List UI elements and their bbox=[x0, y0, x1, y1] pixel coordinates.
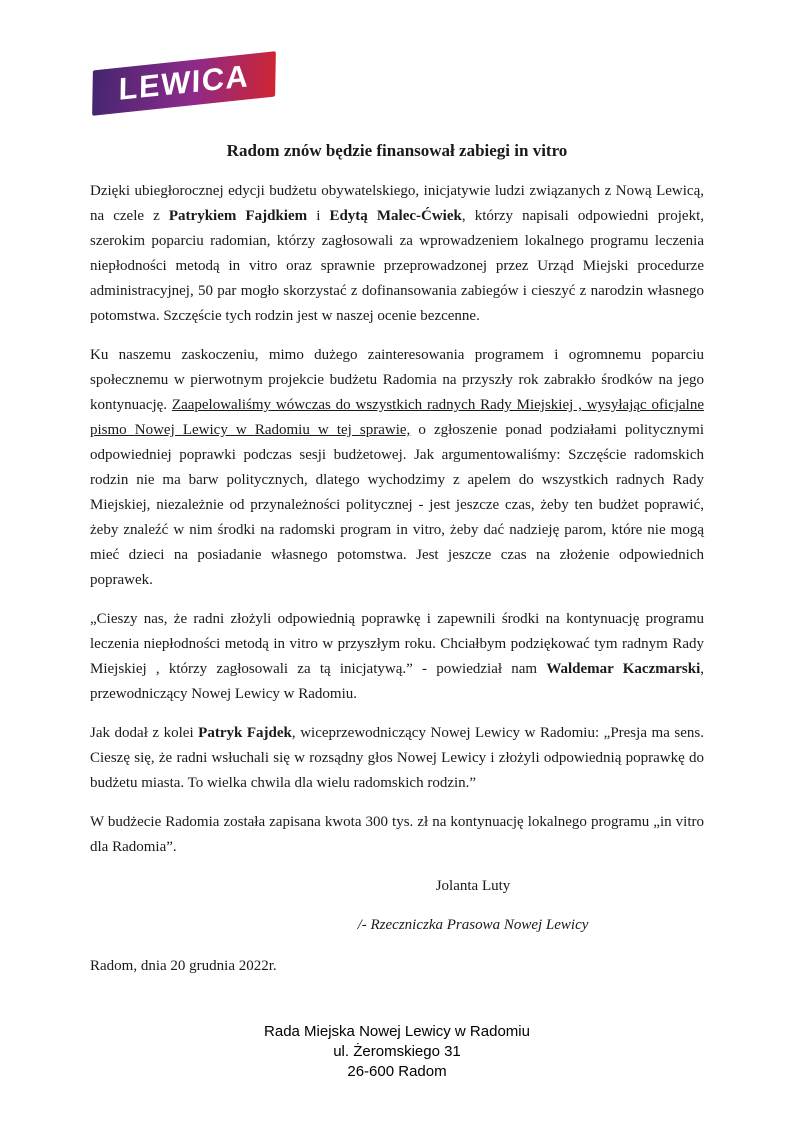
signature-role: /- Rzeczniczka Prasowa Nowej Lewicy bbox=[357, 917, 589, 933]
footer-street: ul. Żeromskiego 31 bbox=[333, 1043, 461, 1060]
lewica-logo bbox=[92, 54, 284, 116]
footer-organization: Rada Miejska Nowej Lewicy w Radomiu bbox=[264, 1023, 530, 1040]
paragraph-5: W budżecie Radomia została zapisana kwota 300 tys. zł na kontynuację lokalnego programu „in vitro dla Radomia”. bbox=[90, 814, 704, 855]
paragraph-1: Dzięki ubiegłorocznej edycji budżetu obywatelskiego, inicjatywie ludzi związanych z Nową Lewicą, na czele z Patrykiem Fajdkiem i Edytą Malec-Ćwiek, którzy napisali odpowiedni projekt, szerokim poparciu radomian, którzy zagłosowali za wprowadzeniem lokalnego programu leczenia niepłodności metodą in vitro oraz sprawnie przeprowadzonej przez Urząd Miejski procedurze administracyjnej, 50 par mogło skorzystać z dofinansowania zabiegów i cieszyć z narodzin własnego potomstwa. Szczęście tych rodzin jest w naszej ocenie bezcenne. bbox=[90, 183, 704, 324]
lewica-logo-banner bbox=[92, 51, 276, 116]
paragraph-2: Ku naszemu zaskoczeniu, mimo dużego zainteresowania programem i ogromnemu poparciu społecznemu w pierwotnym projekcie budżetu Radomia na przyszły rok zabrakło środków na jego kontynuację. Zaapelowaliśmy wówczas do wszystkich radnych Rady Miejskiej , wysyłając oficjalne pismo Nowej Lewicy w Radomiu w tej sprawie, o zgłoszenie ponad podziałami politycznymi odpowiedniej poprawki podczas sesji budżetowej. Jak argumentowaliśmy: Szczęście radomskich rodzin nie ma barw politycznych, dlatego wychodzimy z apelem do wszystkich radnych Rady Miejskiej, niezależnie od przynależności politycznej - jest jeszcze czas, żeby ten budżet poprawić, żeby znaleźć w nim środki na radomski program in vitro, żeby dać nadzieję parom, które nie mogą mieć dzieci na posiadanie własnego potomstwa. Jest jeszcze czas na złożenie odpowiednich poprawek. bbox=[90, 347, 705, 588]
paragraph-3: „Cieszy nas, że radni złożyli odpowiednią poprawkę i zapewnili środki na kontynuację programu leczenia niepłodności metodą in vitro w przyszłym roku. Chciałbym podziękować tym radnym Rady Miejskiej , którzy zagłosowali za tą inicjatywą.” - powiedział nam Waldemar Kaczmarski, przewodniczący Nowej Lewicy w Radomiu. bbox=[90, 611, 704, 702]
dateline: Radom, dnia 20 grudnia 2022r. bbox=[90, 958, 277, 974]
document-content bbox=[90, 140, 704, 979]
lewica-logo-text: LEWICA bbox=[118, 58, 250, 107]
document-title: Radom znów będzie finansował zabiegi in vitro bbox=[226, 141, 568, 160]
paragraph-4: Jak dodał z kolei Patryk Fajdek, wiceprzewodniczący Nowej Lewicy w Radomiu: „Presja ma sens. Cieszę się, że radni wsłuchali się w rozsądny głos Nowej Lewicy i złożyli odpowiednią poprawkę do budżetu miasta. To wielka chwila dla wielu radomskich rodzin.” bbox=[90, 725, 704, 791]
signature-name: Jolanta Luty bbox=[435, 878, 511, 894]
footer bbox=[0, 1022, 794, 1082]
footer-city: 26-600 Radom bbox=[347, 1063, 447, 1080]
